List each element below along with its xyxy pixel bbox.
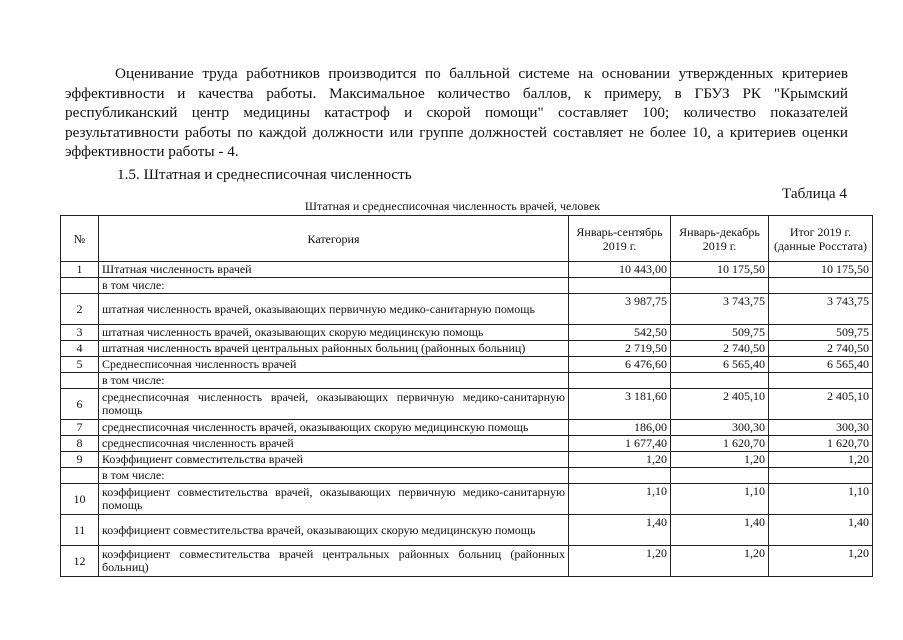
row-number-cell: 6	[61, 389, 99, 420]
table-row	[61, 373, 873, 389]
row-number-cell: 3	[61, 325, 99, 341]
row-number-cell: 11	[61, 515, 99, 546]
value-jan-dec-cell: 2 740,50	[671, 341, 769, 357]
value-total-cell: 10 175,50	[769, 262, 873, 278]
value-total-cell: 509,75	[769, 325, 873, 341]
row-number-cell	[61, 373, 99, 389]
value-jan-sep-cell: 3 987,75	[569, 294, 671, 325]
value-total-cell	[769, 278, 873, 294]
value-jan-dec-cell: 1,40	[671, 515, 769, 546]
row-category-cell: Штатная численность врачей	[99, 262, 569, 278]
value-jan-dec-cell	[671, 278, 769, 294]
row-number-cell: 12	[61, 546, 99, 577]
table-row	[61, 357, 873, 373]
value-total-cell	[769, 373, 873, 389]
row-category-cell: среднесписочная численность врачей, оказывающих скорую медицинскую помощь	[99, 420, 569, 436]
table-row	[61, 278, 873, 294]
row-number-cell: 7	[61, 420, 99, 436]
table-row	[61, 420, 873, 436]
value-jan-sep-cell	[569, 278, 671, 294]
header-jan-dec: Январь-декабрь 2019 г.	[671, 216, 769, 262]
value-jan-sep-cell: 2 719,50	[569, 341, 671, 357]
table-label: Таблица 4	[782, 185, 847, 202]
row-category-cell: штатная численность врачей, оказывающих первичную медико-санитарную помощь	[99, 294, 569, 325]
value-jan-sep-cell: 1,10	[569, 484, 671, 515]
value-jan-dec-cell: 300,30	[671, 420, 769, 436]
table-row	[61, 468, 873, 484]
value-jan-dec-cell: 1,20	[671, 546, 769, 577]
row-category-cell: среднесписочная численность врачей	[99, 436, 569, 452]
row-number-cell: 8	[61, 436, 99, 452]
value-total-cell: 1,40	[769, 515, 873, 546]
value-jan-dec-cell: 3 743,75	[671, 294, 769, 325]
value-jan-dec-cell: 6 565,40	[671, 357, 769, 373]
row-number-cell: 9	[61, 452, 99, 468]
table-row	[61, 515, 873, 546]
value-jan-sep-cell: 6 476,60	[569, 357, 671, 373]
value-total-cell: 2 405,10	[769, 389, 873, 420]
value-total-cell: 1 620,70	[769, 436, 873, 452]
header-jan-sep: Январь-сентябрь 2019 г.	[569, 216, 671, 262]
value-jan-sep-cell: 1,20	[569, 452, 671, 468]
staffing-table	[60, 215, 873, 577]
table-row	[61, 341, 873, 357]
row-category-cell: коэффициент совместительства врачей, оказывающих скорую медицинскую помощь	[99, 515, 569, 546]
value-jan-sep-cell: 10 443,00	[569, 262, 671, 278]
section-heading: 1.5. Штатная и среднесписочная численность	[117, 166, 412, 183]
row-category-cell: штатная численность врачей центральных районных больниц (районных больниц)	[99, 341, 569, 357]
value-jan-sep-cell: 1,40	[569, 515, 671, 546]
value-jan-dec-cell: 10 175,50	[671, 262, 769, 278]
value-total-cell: 1,20	[769, 546, 873, 577]
table-body	[61, 262, 873, 577]
value-total-cell: 2 740,50	[769, 341, 873, 357]
row-number-cell: 1	[61, 262, 99, 278]
value-total-cell: 300,30	[769, 420, 873, 436]
table-row	[61, 546, 873, 577]
value-jan-sep-cell	[569, 468, 671, 484]
value-jan-sep-cell: 542,50	[569, 325, 671, 341]
value-jan-sep-cell: 1 677,40	[569, 436, 671, 452]
table-row	[61, 452, 873, 468]
row-category-cell: в том числе:	[99, 373, 569, 389]
row-category-cell: Среднесписочная численность врачей	[99, 357, 569, 373]
value-total-cell	[769, 468, 873, 484]
row-category-cell: штатная численность врачей, оказывающих скорую медицинскую помощь	[99, 325, 569, 341]
table-row	[61, 294, 873, 325]
value-jan-sep-cell: 186,00	[569, 420, 671, 436]
header-number: №	[61, 216, 99, 262]
row-number-cell: 4	[61, 341, 99, 357]
row-category-cell: Коэффициент совместительства врачей	[99, 452, 569, 468]
table-row	[61, 389, 873, 420]
table-row	[61, 325, 873, 341]
value-jan-sep-cell: 1,20	[569, 546, 671, 577]
row-category-cell: коэффициент совместительства врачей центральных районных больниц (районных больниц)	[99, 546, 569, 577]
table-row	[61, 436, 873, 452]
value-jan-dec-cell: 1,20	[671, 452, 769, 468]
value-jan-dec-cell: 1 620,70	[671, 436, 769, 452]
value-jan-dec-cell: 509,75	[671, 325, 769, 341]
row-number-cell: 10	[61, 484, 99, 515]
row-category-cell: коэффициент совместительства врачей, оказывающих первичную медико-санитарную помощь	[99, 484, 569, 515]
table-row	[61, 262, 873, 278]
value-jan-dec-cell: 1,10	[671, 484, 769, 515]
row-number-cell: 5	[61, 357, 99, 373]
value-jan-dec-cell	[671, 373, 769, 389]
value-total-cell: 1,10	[769, 484, 873, 515]
value-jan-sep-cell	[569, 373, 671, 389]
table-header-row	[61, 216, 873, 262]
header-total-rosstat: Итог 2019 г. (данные Росстата)	[769, 216, 873, 262]
row-category-cell: в том числе:	[99, 278, 569, 294]
row-number-cell	[61, 468, 99, 484]
row-category-cell: среднесписочная численность врачей, оказывающих первичную медико-санитарную помощь	[99, 389, 569, 420]
table-row	[61, 484, 873, 515]
value-jan-dec-cell	[671, 468, 769, 484]
header-category: Категория	[99, 216, 569, 262]
value-jan-dec-cell: 2 405,10	[671, 389, 769, 420]
row-category-cell: в том числе:	[99, 468, 569, 484]
value-total-cell: 6 565,40	[769, 357, 873, 373]
intro-paragraph: Оценивание труда работников производится по балльной системе на основании утвержденных критериев эффективности и качества работы. Максимальное количество баллов, к примеру, в ГБУЗ РК "Крымский республиканский центр медицины катастроф и скорой помощи" составляет 100; количество показателей результативности работы по каждой должности или группе должностей составляет не более 10, а критериев оценки эффективности работы - 4.	[65, 65, 848, 160]
value-jan-sep-cell: 3 181,60	[569, 389, 671, 420]
value-total-cell: 3 743,75	[769, 294, 873, 325]
row-number-cell	[61, 278, 99, 294]
table-caption: Штатная и среднесписочная численность врачей, человек	[304, 199, 601, 213]
row-number-cell: 2	[61, 294, 99, 325]
value-total-cell: 1,20	[769, 452, 873, 468]
